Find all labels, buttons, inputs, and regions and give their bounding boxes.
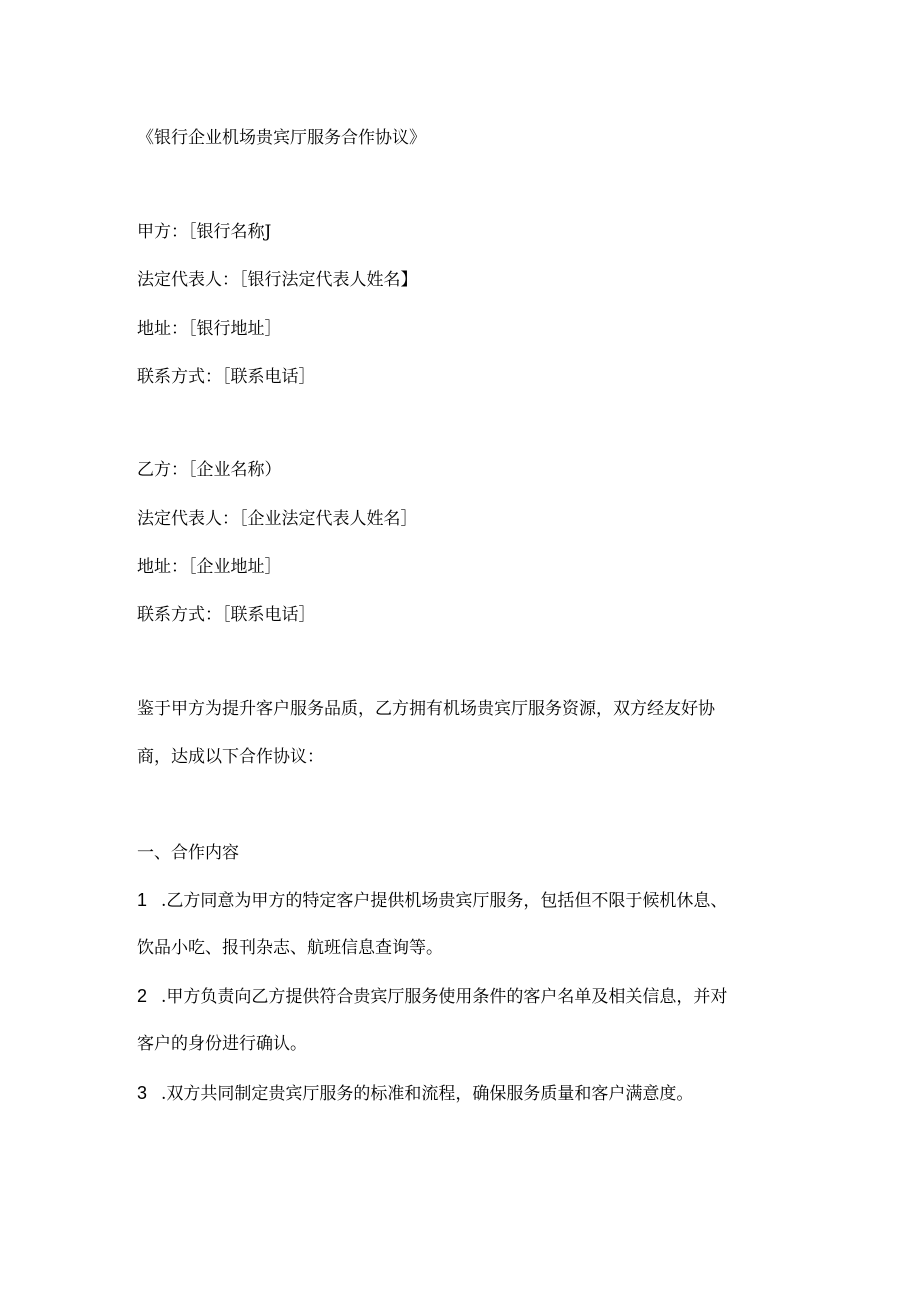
preamble-line-1: 鉴于甲方为提升客户服务品质，乙方拥有机场贵宾厅服务资源，双方经友好协 [137, 699, 715, 719]
clause-1-line-2: 饮品小吃、报刊杂志、航班信息查询等。 [137, 938, 443, 958]
clause-2-line-2: 客户的身份进行确认。 [137, 1034, 307, 1054]
section-heading: 一、合作内容 [137, 843, 239, 863]
party-b-name: 乙方：［企业名称） [137, 460, 282, 480]
clause-text: .双方共同制定贵宾厅服务的标准和流程，确保服务质量和客户满意度。 [161, 1084, 694, 1104]
clause-number: 2 [137, 986, 148, 1006]
party-b-contact: 联系方式：［联系电话］ [137, 605, 316, 625]
party-a-representative: 法定代表人：［银行法定代表人姓名】 [137, 270, 418, 290]
party-b-address: 地址：［企业地址］ [137, 557, 282, 577]
party-a-contact: 联系方式：［联系电话］ [137, 367, 316, 387]
document-title: 《银行企业机场贵宾厅服务合作协议》 [137, 128, 426, 148]
clause-3-line-1 [137, 1082, 693, 1105]
clause-text: .甲方负责向乙方提供符合贵宾厅服务使用条件的客户名单及相关信息，并对 [161, 987, 728, 1007]
party-b-representative: 法定代表人：［企业法定代表人姓名］ [137, 509, 418, 529]
clause-1-line-1 [137, 889, 727, 912]
preamble-line-2: 商，达成以下合作协议： [137, 747, 324, 767]
party-a-address: 地址：［银行地址］ [137, 319, 282, 339]
clause-text: .乙方同意为甲方的特定客户提供机场贵宾厅服务，包括但不限于候机休息、 [161, 891, 728, 911]
clause-number: 1 [137, 890, 148, 910]
party-a-name: 甲方：［银行名称J [137, 222, 272, 242]
clause-2-line-1 [137, 985, 727, 1008]
clause-number: 3 [137, 1083, 148, 1103]
